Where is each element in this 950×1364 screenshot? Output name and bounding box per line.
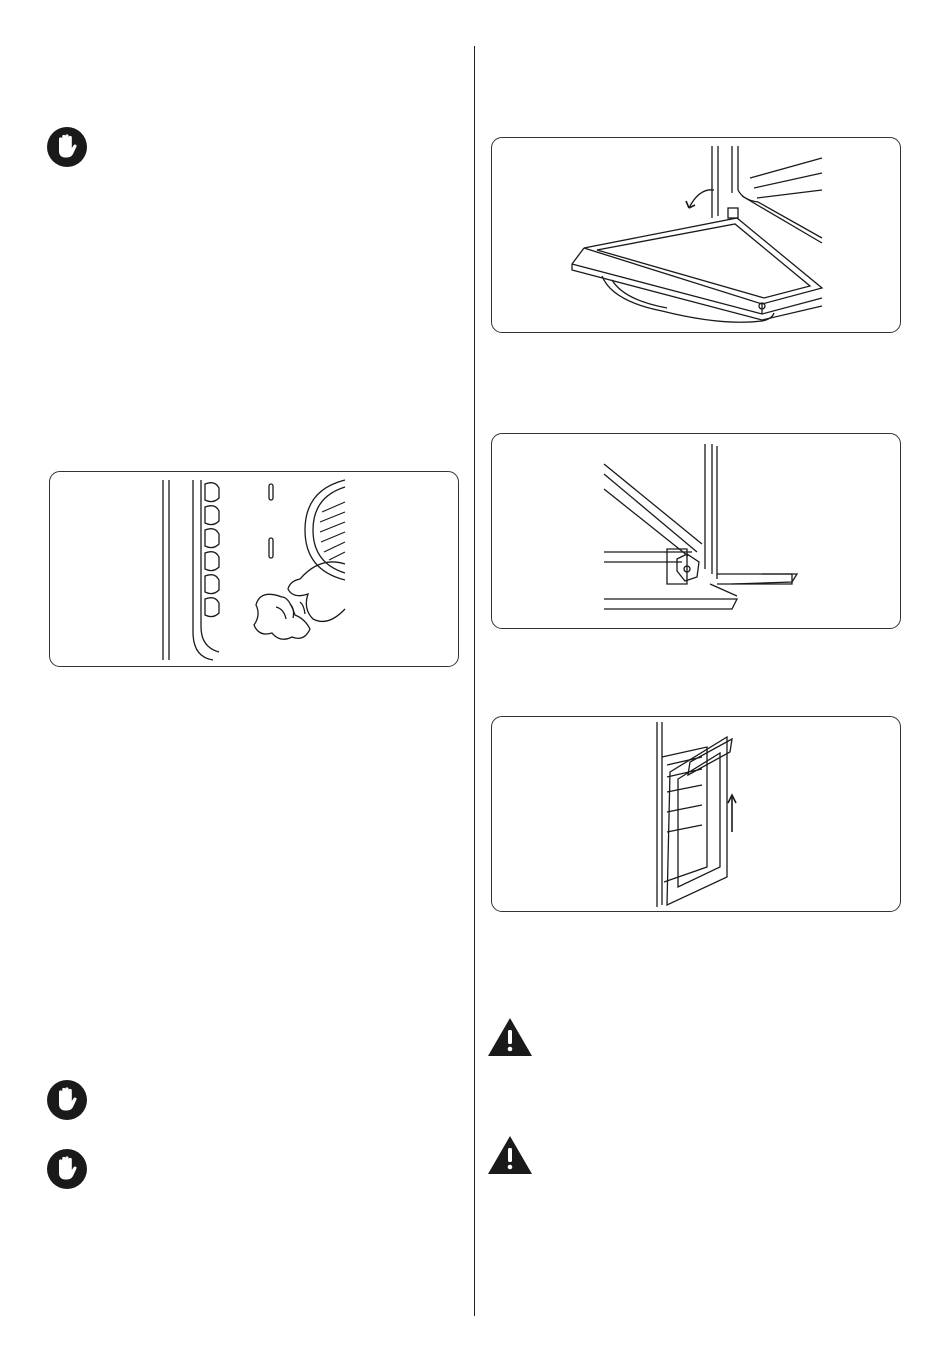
warning-triangle-icon	[487, 1016, 533, 1058]
door-lift-off-figure	[491, 716, 901, 912]
warning-triangle-icon	[487, 1134, 533, 1176]
door-hinge-lock-figure	[491, 433, 901, 629]
hand-stop-icon	[46, 1079, 88, 1121]
oven-door-open-hinge-figure	[491, 137, 901, 333]
column-divider	[474, 46, 475, 1316]
hand-stop-icon	[46, 1148, 88, 1190]
hand-stop-icon	[46, 126, 88, 168]
wiping-oven-interior-figure	[49, 471, 459, 667]
